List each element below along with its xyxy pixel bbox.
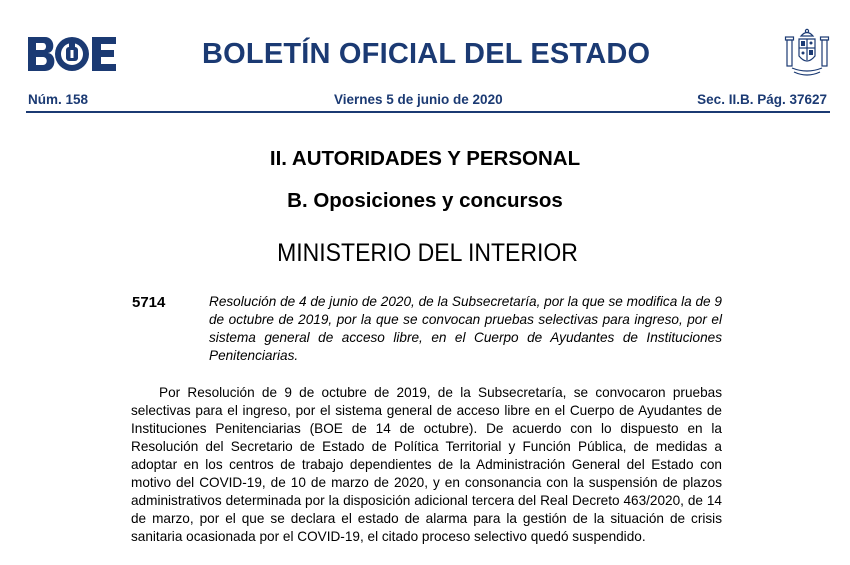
entry-number: 5714 (132, 294, 166, 311)
section-page: Sec. II.B. Pág. 37627 (697, 92, 827, 107)
coat-of-arms-icon (784, 28, 830, 78)
subsection-heading: B. Oposiciones y concursos (287, 189, 563, 212)
issue-number: Núm. 158 (28, 92, 89, 107)
publication-date: Viernes 5 de junio de 2020 (334, 92, 503, 107)
document-header (0, 0, 850, 112)
resolution-summary: Resolución de 4 de junio de 2020, de la Subsecretaría, por la que se modifica la de 9 de octubre de 2019, por la que se convocan pruebas selectivas para ingreso, por el sistema general de acceso libre, en el Cuerpo de Ayudantes de Instituciones Penitenciarias. (209, 294, 722, 363)
boe-logo (26, 34, 118, 74)
header-divider (26, 111, 830, 113)
ministry-heading: MINISTERIO DEL INTERIOR (277, 239, 578, 267)
gazette-title: BOLETÍN OFICIAL DEL ESTADO (202, 38, 651, 70)
section-heading: II. AUTORIDADES Y PERSONAL (269, 147, 581, 170)
body-paragraph: Por Resolución de 9 de octubre de 2019, de la Subsecretaría, se convocaron pruebas selectivas para el ingreso, por el sistema general de acceso libre en el Cuerpo de Ayudantes de Instituciones Penitenciarias (BOE de 14 de octubre). De acuerdo con lo dispuesto en la Resolución del Secretario de Estado de Política Territorial y Función Pública, de medidas a adoptar en los centros de trabajo dependientes de la Administración General del Estado con motivo del COVID-19, de 10 de marzo de 2020, y en consonancia con la suspensión de plazos administrativos determinada por la disposición adicional tercera del Real Decreto 463/2020, de 14 de marzo, por el que se declara el estado de alarma para la gestión de la situación de crisis sanitaria ocasionada por el COVID-19, el citado proceso selectivo quedó suspendido. (131, 385, 722, 544)
